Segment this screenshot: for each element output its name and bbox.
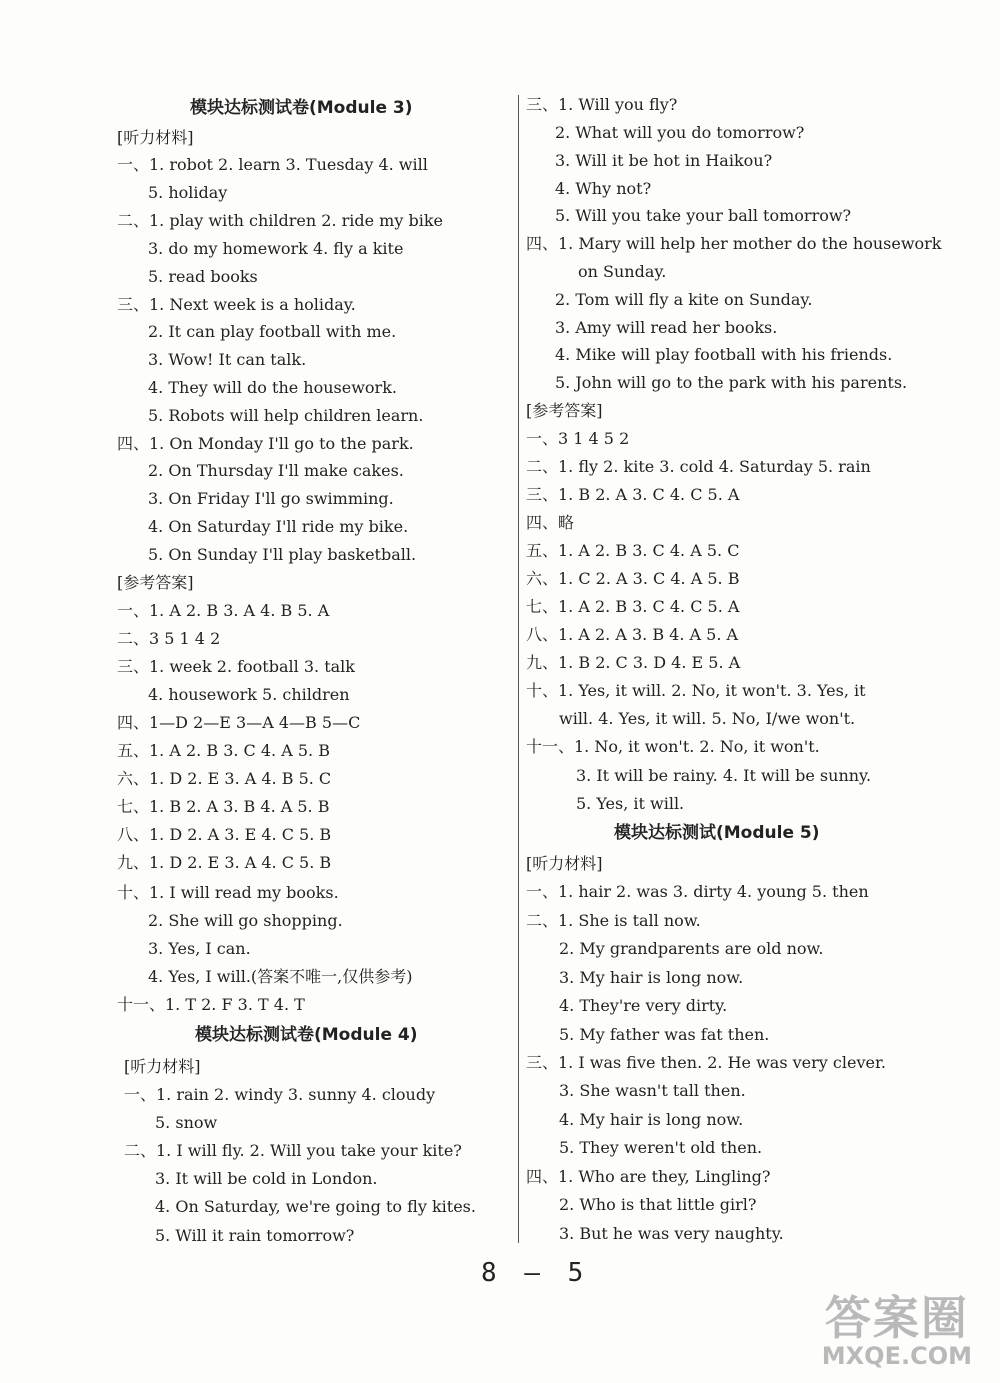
text-line: 2. It can play football with me. (148, 322, 397, 341)
text-line: 三、1. I was five then. 2. He was very clever. (526, 1053, 886, 1072)
answer-line: 十一、1. T 2. F 3. T 4. T (117, 995, 305, 1014)
text-line: 3. Will it be hot in Haikou? (555, 151, 773, 170)
reference-answer-heading: [参考答案] (526, 401, 603, 420)
answer-line: 六、1. D 2. E 3. A 4. B 5. C (117, 769, 332, 788)
text-line: 二、1. I will fly. 2. Will you take your kite? (124, 1141, 462, 1160)
text-line: 3. Wow! It can talk. (148, 350, 307, 369)
answer-line: 二、1. fly 2. kite 3. cold 4. Saturday 5. rain (526, 457, 871, 476)
answer-line: 四、略 (526, 513, 575, 532)
answer-line: 五、1. A 2. B 3. C 4. A 5. B (117, 741, 330, 760)
text-line: 三、1. Next week is a holiday. (117, 295, 356, 314)
answer-line: 四、1—D 2—E 3—A 4—B 5—C (117, 713, 361, 732)
text-line: on Sunday. (578, 262, 667, 281)
text-line: 3. On Friday I'll go swimming. (148, 489, 394, 508)
answer-line: 4. housework 5. children (148, 685, 350, 704)
answer-line: 八、1. D 2. A 3. E 4. C 5. B (117, 825, 332, 844)
text-line: 4. They will do the housework. (148, 378, 397, 397)
text-line: 四、1. Who are they, Lingling? (526, 1167, 771, 1186)
text-line: 4. Mike will play football with his friends. (555, 345, 893, 364)
text-line: 5. On Sunday I'll play basketball. (148, 545, 417, 564)
text-line: 2. What will you do tomorrow? (555, 123, 805, 142)
text-line: 5. They weren't old then. (559, 1138, 763, 1157)
text-line: 2. Tom will fly a kite on Sunday. (555, 290, 813, 309)
answer-line: 2. She will go shopping. (148, 911, 343, 930)
text-line: 4. They're very dirty. (559, 996, 728, 1015)
text-line: 3. My hair is long now. (559, 968, 744, 987)
text-line: 5. Robots will help children learn. (148, 406, 424, 425)
text-line: 2. On Thursday I'll make cakes. (148, 461, 404, 480)
text-line: 5. John will go to the park with his parents. (555, 373, 908, 392)
answer-line: 七、1. A 2. B 3. C 4. C 5. A (526, 597, 740, 616)
text-line: 5. read books (148, 267, 258, 286)
text-line: 5. holiday (148, 183, 228, 202)
answer-line: 十一、1. No, it won't. 2. No, it won't. (526, 737, 820, 756)
answer-line: 3. Yes, I can. (148, 939, 251, 958)
text-line: 4. On Saturday I'll ride my bike. (148, 517, 409, 536)
answer-line: 一、3 1 4 5 2 (526, 429, 630, 448)
text-line: 2. My grandparents are old now. (559, 939, 824, 958)
page-number: 8 — 5 (481, 1258, 590, 1288)
answer-line: 五、1. A 2. B 3. C 4. A 5. C (526, 541, 740, 560)
text-line: 二、1. play with children 2. ride my bike (117, 211, 443, 230)
answer-line: 七、1. B 2. A 3. B 4. A 5. B (117, 797, 330, 816)
text-line: 四、1. On Monday I'll go to the park. (117, 434, 414, 453)
text-line: 三、1. Will you fly? (526, 95, 678, 114)
text-line: 5. My father was fat then. (559, 1025, 770, 1044)
answer-line: 八、1. A 2. A 3. B 4. A 5. A (526, 625, 739, 644)
reference-answer-heading: [参考答案] (117, 573, 194, 592)
listening-material-heading: [听力材料] (526, 854, 603, 873)
answer-line: 十、1. I will read my books. (117, 883, 339, 902)
text-line: 3. It will be cold in London. (155, 1169, 378, 1188)
answer-line: 5. Yes, it will. (576, 794, 685, 813)
text-line: 一、1. rain 2. windy 3. sunny 4. cloudy (124, 1085, 436, 1104)
watermark (822, 1293, 972, 1369)
answer-line: 3. It will be rainy. 4. It will be sunny. (576, 766, 872, 785)
text-line: 4. My hair is long now. (559, 1110, 744, 1129)
answer-line: 一、1. A 2. B 3. A 4. B 5. A (117, 601, 330, 620)
text-line: 4. On Saturday, we're going to fly kites. (155, 1197, 476, 1216)
watermark-logo: 答案圈 (824, 1291, 969, 1345)
answer-line: 三、1. B 2. A 3. C 4. C 5. A (526, 485, 740, 504)
text-line: 3. Amy will read her books. (555, 318, 778, 337)
answer-line: 九、1. D 2. E 3. A 4. C 5. B (117, 853, 332, 872)
answer-line: will. 4. Yes, it will. 5. No, I/we won't. (559, 709, 856, 728)
module5-title: 模块达标测试(Module 5) (614, 823, 820, 843)
text-line: 2. Who is that little girl? (559, 1195, 757, 1214)
text-line: 3. do my homework 4. fly a kite (148, 239, 404, 258)
column-divider (518, 95, 519, 1243)
text-line: 5. snow (155, 1113, 218, 1132)
text-line: 一、1. robot 2. learn 3. Tuesday 4. will (117, 155, 428, 174)
text-line: 3. She wasn't tall then. (559, 1081, 746, 1100)
text-line: 5. Will it rain tomorrow? (155, 1226, 355, 1245)
answer-line: 十、1. Yes, it will. 2. No, it won't. 3. Yes, it (526, 681, 866, 700)
text-line: 3. But he was very naughty. (559, 1224, 784, 1243)
text-line: 5. Will you take your ball tomorrow? (555, 206, 852, 225)
answer-line: 三、1. week 2. football 3. talk (117, 657, 355, 676)
text-line: 二、1. She is tall now. (526, 911, 701, 930)
watermark-site: MXQE.COM (821, 1342, 972, 1370)
answer-line: 九、1. B 2. C 3. D 4. E 5. A (526, 653, 741, 672)
text-line: 4. Why not? (555, 179, 652, 198)
text-line: 一、1. hair 2. was 3. dirty 4. young 5. then (526, 882, 869, 901)
text-line: 四、1. Mary will help her mother do the housework (526, 234, 942, 253)
answer-line: 六、1. C 2. A 3. C 4. A 5. B (526, 569, 740, 588)
module4-title: 模块达标测试卷(Module 4) (195, 1025, 418, 1045)
answer-line: 二、3 5 1 4 2 (117, 629, 221, 648)
listening-material-heading: [听力材料] (117, 128, 194, 147)
answer-line: 4. Yes, I will.(答案不唯一,仅供参考) (148, 967, 413, 986)
listening-material-heading: [听力材料] (124, 1057, 201, 1076)
module3-title: 模块达标测试卷(Module 3) (190, 98, 413, 118)
